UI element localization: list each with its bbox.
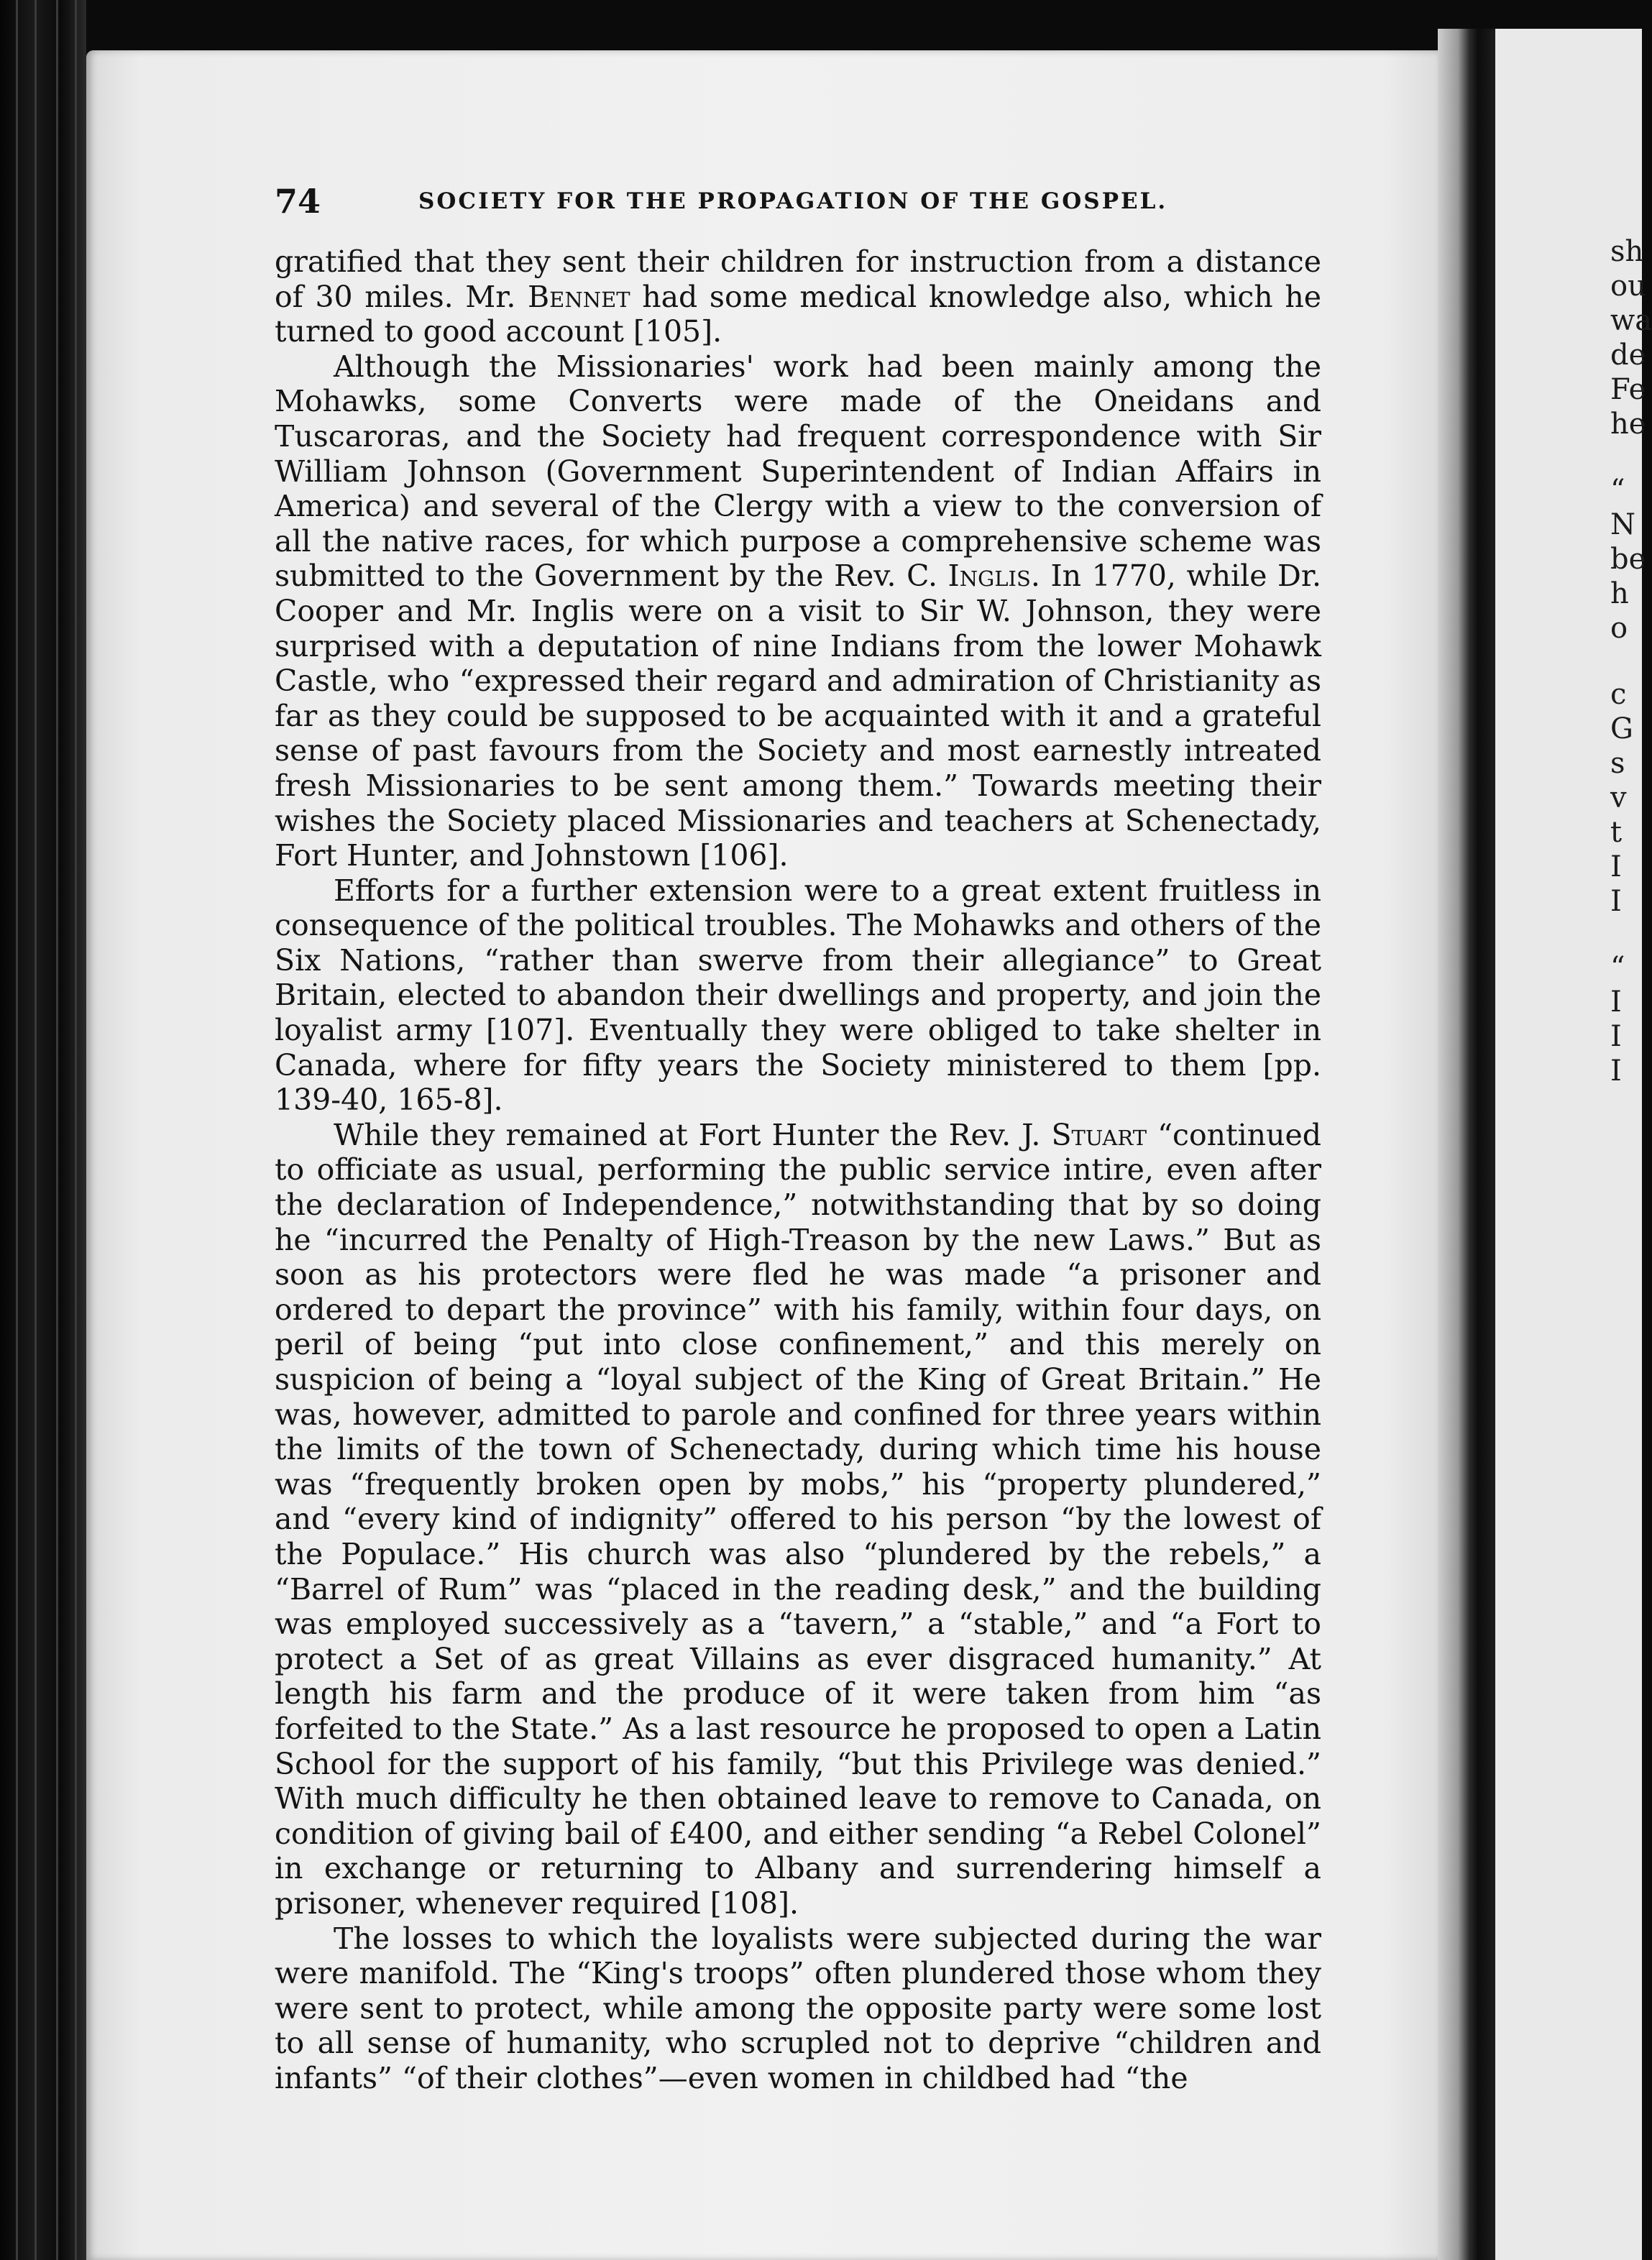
book-gutter xyxy=(1438,29,1495,2260)
paragraph-text: Although the Missionaries' work had been mainly among the Mohawks, some Converts were made of the Oneidans and Tuscaroras, and the Society had frequent correspondence with Sir William Johnson (Government Superintendent of Indian Affairs in America) and several of the Clergy with a view to the conversion of all the native races, for which purpose a comprehensive scheme was submitted to the Government by the Rev. C. xyxy=(275,349,1321,594)
paragraph xyxy=(275,1921,1321,2096)
body-text xyxy=(275,244,1321,2095)
page-number: 74 xyxy=(275,182,321,221)
facing-page-fragment: wa xyxy=(1610,304,1652,337)
facing-page-fragment: I xyxy=(1610,986,1622,1019)
facing-page-fragment: I xyxy=(1610,1055,1622,1088)
paragraph xyxy=(275,873,1321,1118)
facing-page-fragment: o xyxy=(1610,612,1628,645)
running-title: SOCIETY FOR THE PROPAGATION OF THE GOSPEL. xyxy=(418,188,1168,214)
facing-page-fragment: s xyxy=(1610,747,1625,780)
facing-page-fragment: I xyxy=(1610,885,1622,918)
facing-page-fragment: ou xyxy=(1610,270,1646,303)
facing-page-text-fragments xyxy=(1610,235,1652,1091)
facing-page-fragment: c xyxy=(1610,678,1627,711)
facing-page-fragment: v xyxy=(1610,781,1627,814)
paragraph-text: gratified that they sent their children for instruction from a distance of 30 miles. Mr. xyxy=(275,244,1321,314)
proper-name: Stuart xyxy=(1051,1117,1147,1152)
facing-page xyxy=(1495,29,1652,2260)
paragraph-text: The losses to which the loyalists were subjected during the war were manifold. The “King's troops” often plundered those whom they were sent to protect, while among the opposite party were some lost to all sense of humanity, who scrupled not to deprive “children and infants” “of their clothes”—even women in childbed had “the xyxy=(275,1921,1321,2095)
paragraph-text: “continued to officiate as usual, performing the public service intire, even after the declaration of Independence,” notwithstanding that by so doing he “incurred the Penalty of High-Treason by the new Laws.” But as soon as his protectors were fled he was made “a prisoner and ordered to depart the province” with his family, within four days, on peril of being “put into close confinement,” and this merely on suspicion of being a “loyal subject of the King of Great Britain.” He was, however, admitted to parole and confined for three years within the limits of the town of Schenectady, during which time his house was “frequently broken open by mobs,” his “property plundered,” and “every kind of indignity” offered to his person “by the lowest of the Populace.” His church was also “plundered by the rebels,” a “Barrel of Rum” was “placed in the reading desk,” and the building was employed successively as a “tavern,” a “stable,” and “a Fort to protect a Set of as great Villains as ever disgraced humanity.” At length his farm and the produce of it were taken from him “as forfeited to the State.” As a last resource he proposed to open a Latin School for the support of his family, “but this Privilege was denied.” With much difficulty he then obtained leave to remove to Canada, on condition of giving bail of £400, and either sending “a Rebel Colonel” in exchange or returning to Albany and surrendering himself a prisoner, whenever required [108]. xyxy=(275,1117,1321,1921)
facing-page-fragment: t xyxy=(1610,816,1623,849)
paragraph xyxy=(275,244,1321,349)
facing-page-fragment: h xyxy=(1610,577,1629,610)
paragraph xyxy=(275,349,1321,873)
paragraph-text: While they remained at Fort Hunter the Rev. J. xyxy=(334,1117,1052,1152)
facing-page-fragment: de xyxy=(1610,339,1646,372)
paragraph-text: had some medical knowledge also, which he turned to good account [105]. xyxy=(275,279,1321,349)
facing-page-fragment: N xyxy=(1610,508,1635,541)
proper-name: Bennet xyxy=(528,279,630,314)
facing-page-fragment: Fe xyxy=(1610,373,1646,406)
running-head xyxy=(275,183,1324,220)
facing-page-fragment: G xyxy=(1610,712,1633,745)
facing-page-fragment: I xyxy=(1610,850,1622,883)
paragraph xyxy=(275,1118,1321,1921)
paragraph-text: . In 1770, while Dr. Cooper and Mr. Inglis were on a visit to Sir W. Johnson, they were surprised with a deputation of nine Indians from the lower Mohawk Castle, who “expressed their regard and admiration of Christianity as far as they could be supposed to be acquainted with it and a grateful sense of past favours from the Society and most earnestly intreated fresh Missionaries to be sent among them.” Towards meeting their wishes the Society placed Missionaries and teachers at Schenectady, Fort Hunter, and Johnstown [106]. xyxy=(275,559,1321,873)
paragraph-text: Efforts for a further extension were to a great extent fruitless in consequence of the political troubles. The Mohawks and others of the Six Nations, “rather than swerve from their allegiance” to Great Britain, elected to abandon their dwellings and property, and join the loyalist army [107]. Eventually they were obliged to take shelter in Canada, where for fifty years the Society ministered to them [pp. 139-40, 165-8]. xyxy=(275,873,1321,1118)
facing-page-fragment: I xyxy=(1610,1020,1622,1053)
book-edge-left xyxy=(0,0,86,2260)
facing-page-fragment: be xyxy=(1610,543,1646,576)
facing-page-fragment: sh xyxy=(1610,235,1644,268)
facing-page-fragment: “ xyxy=(1610,951,1625,984)
facing-page-fragment: he xyxy=(1610,408,1646,441)
proper-name: Inglis xyxy=(947,559,1031,594)
facing-page-fragment: “ xyxy=(1610,474,1625,507)
